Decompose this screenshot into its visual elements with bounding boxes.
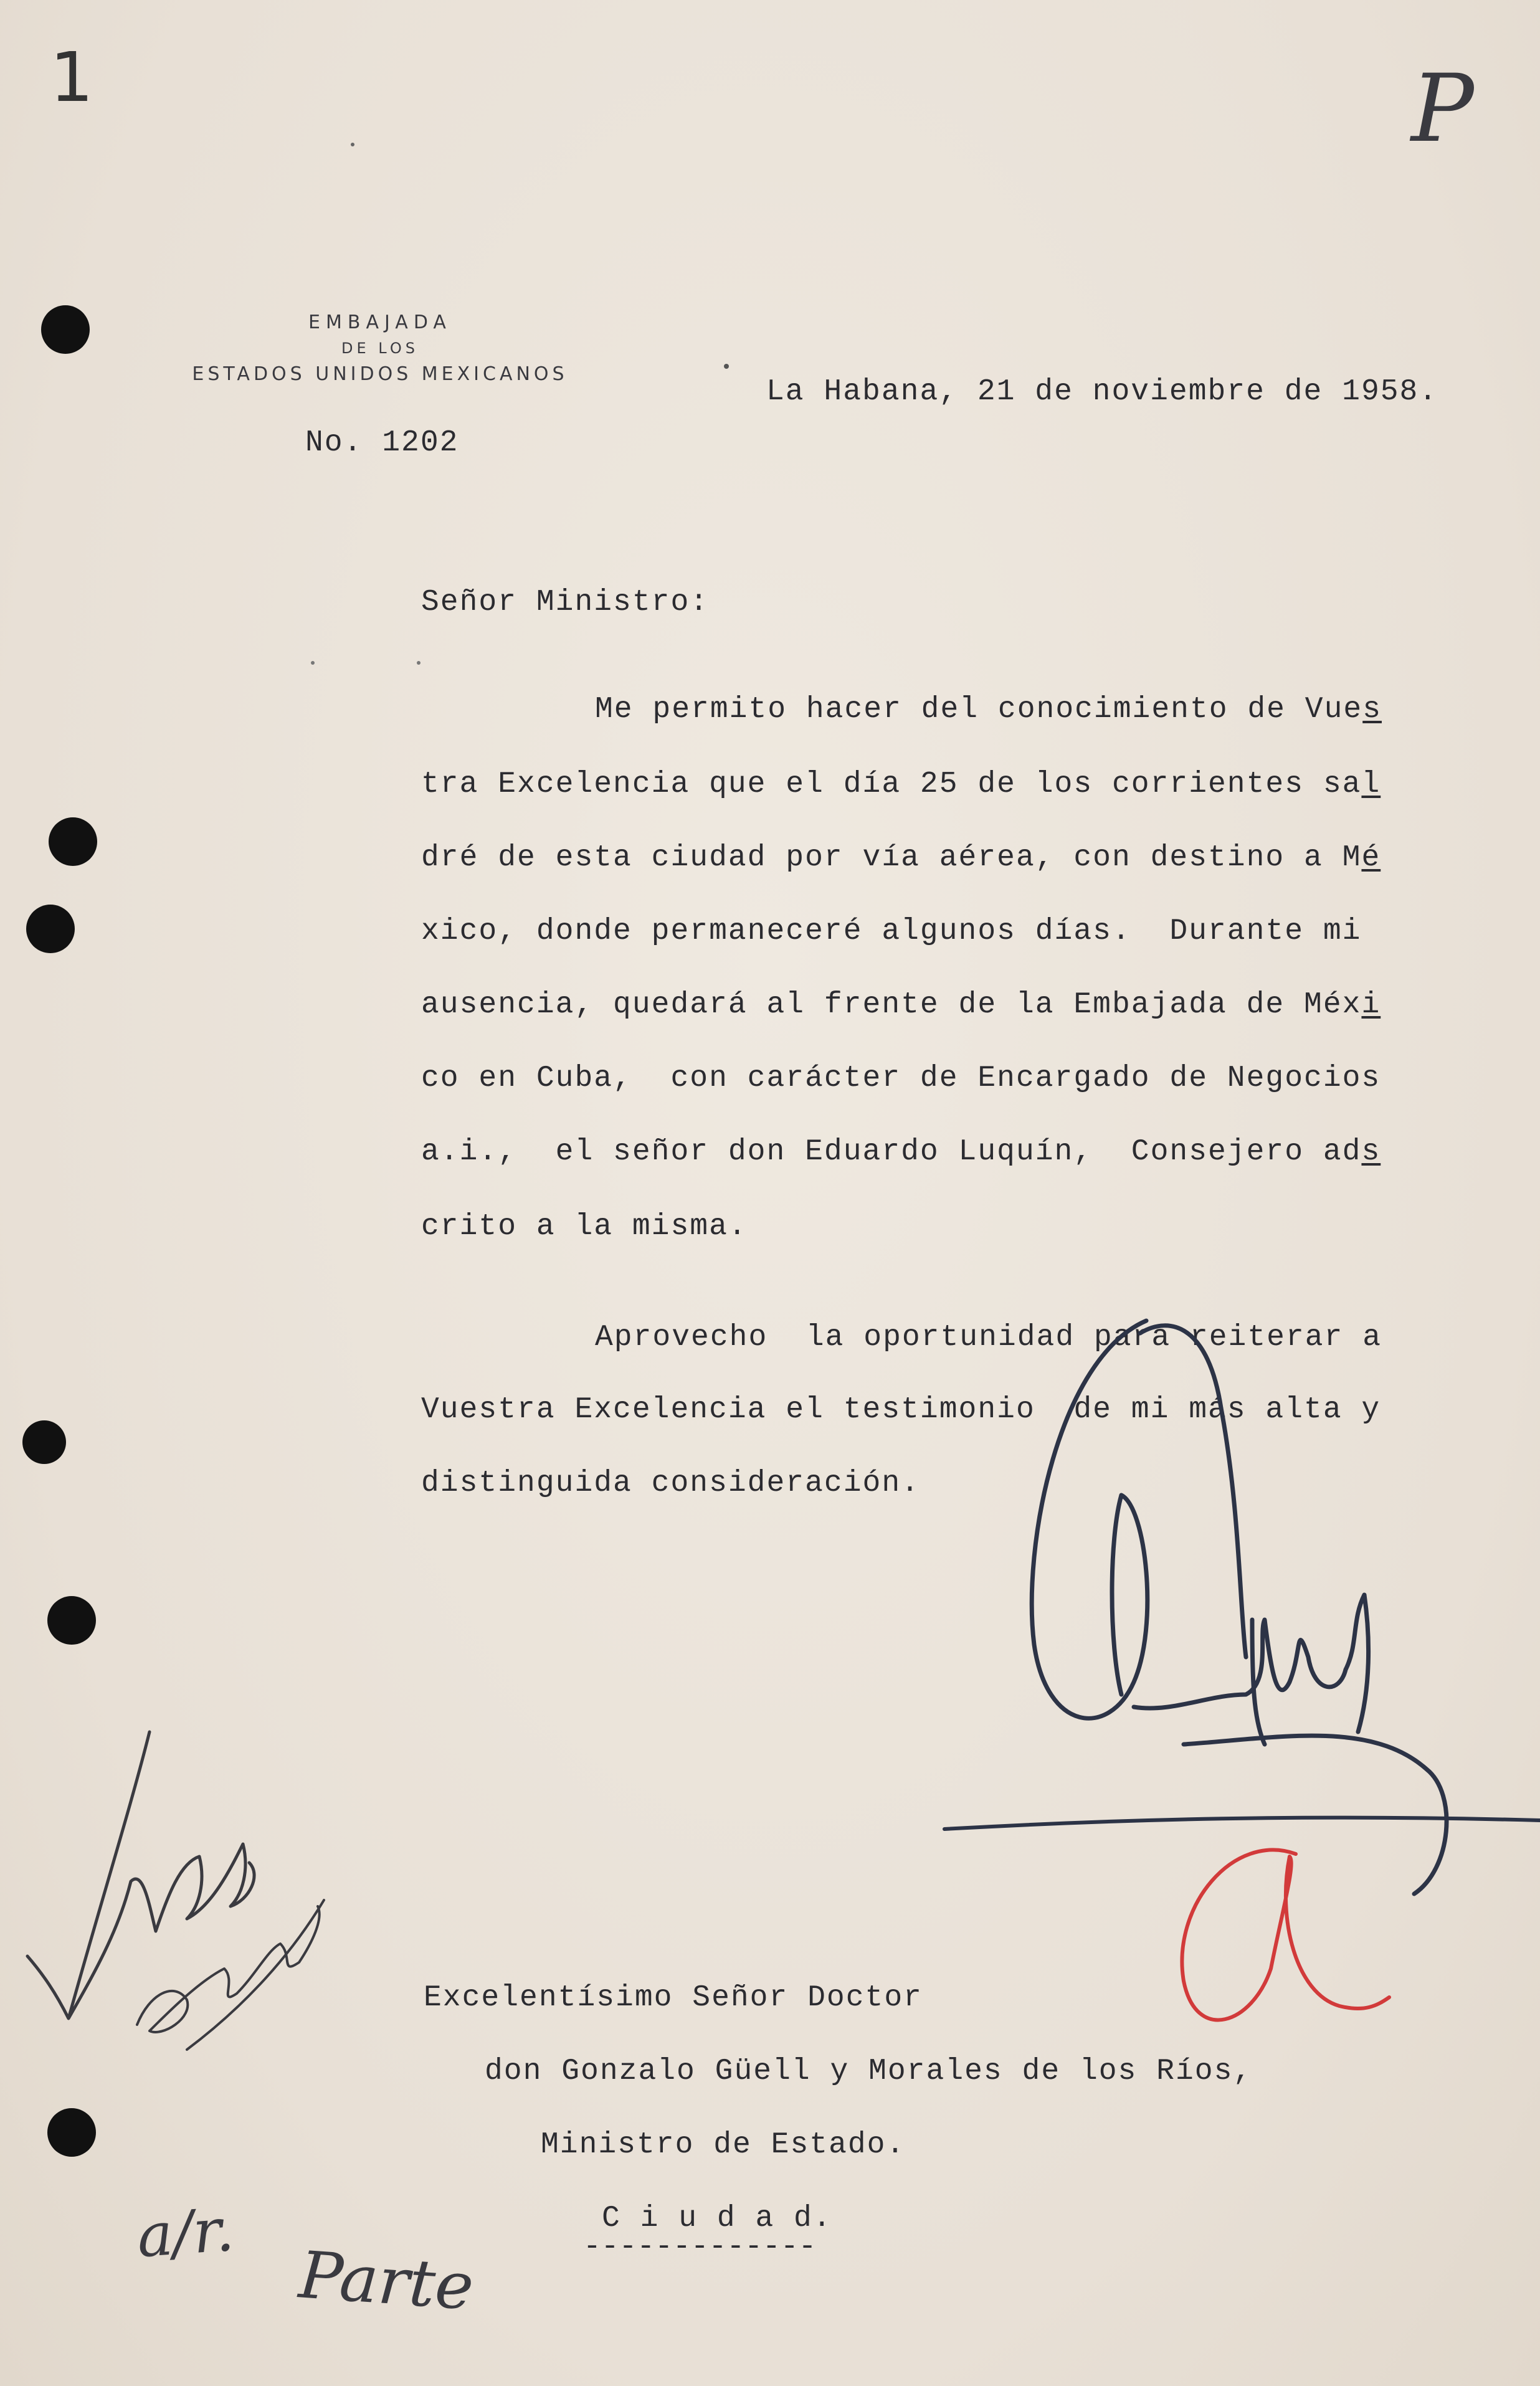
salutation: Señor Ministro:: [421, 586, 710, 619]
corner-mark-left: 1: [50, 37, 93, 117]
handwritten-note-ar: a/r.: [135, 2194, 237, 2271]
ink-speck: [724, 364, 729, 369]
reference-number: No. 1202: [305, 426, 459, 460]
handwritten-note-parte: Parte: [297, 2236, 477, 2325]
ink-speck: [417, 661, 421, 665]
line-text: ausencia, quedará al frente de la Embajada de Méx: [421, 988, 1362, 1022]
red-pencil-mark: [1182, 1850, 1389, 2020]
corner-mark-right: P: [1411, 55, 1474, 163]
initials-scribble: [137, 1900, 324, 2050]
paragraph-2-line: Vuestra Excelencia el testimonio de mi más alta y: [421, 1393, 1381, 1427]
addressee-city: C i u d a d.: [602, 2202, 832, 2235]
line-text: tra Excelencia que el día 25 de los corrientes sa: [421, 768, 1362, 801]
ink-speck: [351, 143, 354, 146]
addressee-line-3: Ministro de Estado.: [541, 2128, 906, 2162]
letterhead-line-2: DE LOS: [341, 340, 419, 357]
line-text: a.i., el señor don Eduardo Luquín, Consejero ad: [421, 1135, 1362, 1169]
line-text: xico, donde permaneceré algunos días. Durante mi: [421, 915, 1362, 948]
addressee-line-2: don Gonzalo Güell y Morales de los Ríos,: [485, 2055, 1253, 2088]
underlined-letter: l: [1361, 768, 1381, 801]
underlined-letter: i: [1361, 988, 1381, 1022]
paragraph-2-line: distinguida consideración.: [421, 1466, 920, 1500]
initials-scribble: [27, 1732, 254, 2018]
line-text: dré de esta ciudad por vía aérea, con destino a M: [421, 841, 1362, 875]
letterhead-line-1: EMBAJADA: [308, 311, 452, 333]
signature-line: [944, 1818, 1540, 1829]
underlined-letter: s: [1362, 693, 1382, 726]
addressee-line-1: Excelentísimo Señor Doctor: [424, 1981, 923, 2015]
line-text: co en Cuba, con carácter de Encargado de Negocios: [421, 1062, 1381, 1095]
underlined-letter: s: [1361, 1135, 1381, 1169]
paragraph-2-line: Aprovecho la oportunidad para reiterar a: [595, 1321, 1382, 1354]
addressee-rule: -------------: [583, 2230, 817, 2264]
signature: [1032, 1321, 1447, 1894]
place-date: La Habana, 21 de noviembre de 1958.: [766, 375, 1438, 409]
line-text: Me permito hacer del conocimiento de Vue: [595, 693, 1363, 726]
ink-speck: [311, 661, 315, 665]
line-text: crito a la misma.: [421, 1210, 748, 1243]
letterhead-line-3: ESTADOS UNIDOS MEXICANOS: [192, 363, 568, 385]
underlined-letter: é: [1361, 841, 1381, 875]
